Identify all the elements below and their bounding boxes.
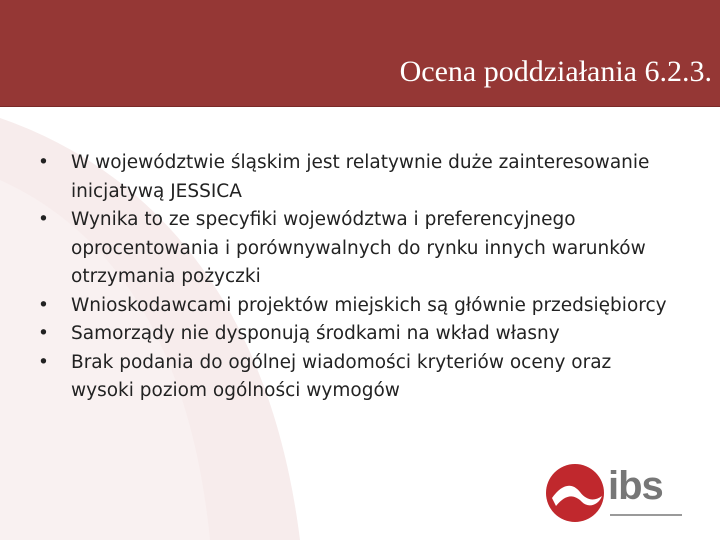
bullet-text: W województwie śląskim jest relatywnie duże zainteresowanie inicjatywą JESSICA: [71, 152, 650, 202]
bullet-item: [38, 292, 678, 321]
bullet-point-icon: •: [38, 209, 49, 230]
title-bar: [0, 0, 720, 107]
bullet-text: Samorządy nie dysponują środkami na wkład własny: [71, 323, 560, 344]
bullet-item: [38, 320, 678, 349]
bullet-item: [38, 149, 678, 206]
bullet-text: Wynika to ze specyfiki województwa i preferencyjnego oprocentowania i porównywalnych do rynku innych warunków otrzymania pożyczki: [71, 209, 646, 287]
bullet-item: [38, 206, 678, 292]
slide-title: Ocena poddziałania 6.2.3.: [399, 55, 712, 88]
bullet-list: [38, 149, 678, 406]
ibs-swoosh-logo-icon: [544, 462, 606, 524]
bullet-point-icon: •: [38, 294, 49, 316]
bullet-text: Wnioskodawcami projektów miejskich są głównie przedsiębiorcy: [71, 294, 667, 316]
bullet-point-icon: •: [38, 152, 49, 173]
ibs-logo: [544, 462, 684, 524]
bullet-item: [38, 349, 678, 406]
bullet-point-icon: •: [38, 323, 49, 344]
logo-caption-line: [610, 513, 682, 517]
bullet-point-icon: •: [38, 351, 49, 373]
bullet-text: Brak podania do ogólnej wiadomości kryteriów oceny oraz wysoki poziom ogólności wymogów: [71, 351, 612, 401]
logo-text: ibs: [608, 464, 663, 508]
